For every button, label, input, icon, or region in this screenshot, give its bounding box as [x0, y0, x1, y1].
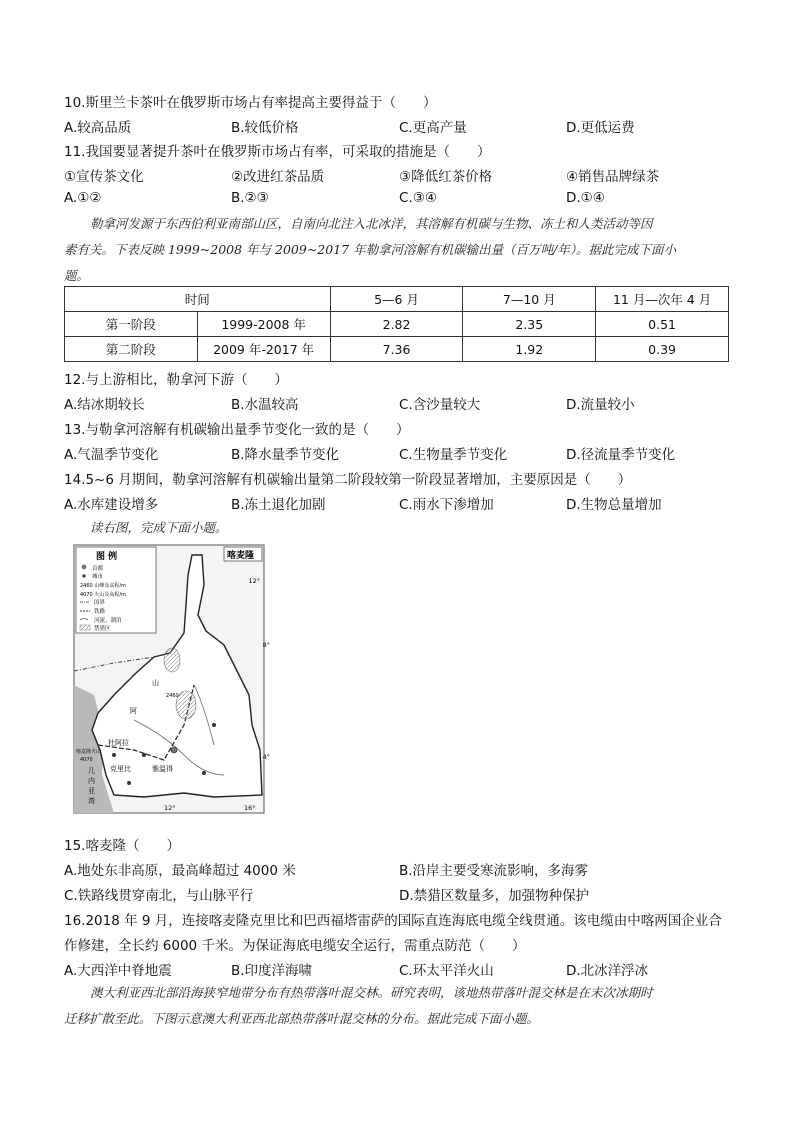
city-marker	[112, 753, 116, 757]
reserve-area	[164, 648, 180, 672]
q15-option-b[interactable]: B.沿岸主要受寒流影响，多海雾	[399, 863, 589, 879]
q12-option-b[interactable]: B.水温较高	[231, 397, 299, 413]
place-label: 2460	[166, 693, 179, 699]
table-cell: 2.35	[463, 312, 596, 337]
table-row	[65, 337, 729, 362]
carbon-output-table	[64, 286, 729, 362]
legend-reserve-symbol	[80, 625, 90, 630]
legend-item: 首都	[92, 566, 104, 572]
q14-option-d[interactable]: D.生物总量增加	[566, 497, 662, 513]
q15-stem: 15.喀麦隆（ ）	[64, 838, 180, 854]
legend-item: 国界	[94, 600, 106, 606]
q10-option-a[interactable]: A.较高品质	[64, 120, 132, 136]
q16-option-b[interactable]: B.印度洋海啸	[231, 963, 313, 979]
table-header-cell: 5—6 月	[330, 287, 463, 312]
table-cell: 第二阶段	[65, 337, 198, 362]
table-cell: 1.92	[463, 337, 596, 362]
q11-option-c[interactable]: C.③④	[399, 190, 437, 206]
q16-option-d[interactable]: D.北冰洋浮冰	[566, 963, 649, 979]
legend-item: 2460 山峰及高程/m	[80, 583, 126, 589]
q12-option-c[interactable]: C.含沙量较大	[399, 397, 481, 413]
lon-label: 12°	[164, 804, 176, 812]
capital-marker	[171, 747, 177, 753]
passage-australia	[64, 980, 728, 1032]
q15-option-d[interactable]: D.禁猎区数量多，加强物种保护	[399, 888, 590, 904]
place-label: 杜阿拉	[108, 739, 129, 747]
table-cell: 第一阶段	[65, 312, 198, 337]
q15-option-a[interactable]: A.地处东非高原，最高峰超过 4000 米	[64, 863, 296, 879]
lat-label: 4°	[262, 753, 270, 761]
q12-option-a[interactable]: A.结冰期较长	[64, 397, 145, 413]
q14-option-a[interactable]: A.水库建设增多	[64, 497, 159, 513]
passage-lena-line3: 题。	[64, 268, 90, 283]
q10-option-b[interactable]: B.较低价格	[231, 120, 299, 136]
legend-item: 4070 火山及高程/m	[80, 592, 126, 598]
q16-option-a[interactable]: A.大西洋中脊地震	[64, 963, 172, 979]
q11-item-3: ③降低红茶价格	[399, 169, 493, 185]
lat-label: 12°	[248, 577, 260, 585]
place-label: 内	[88, 777, 95, 785]
q13-stem: 13.与勒拿河溶解有机碳输出量季节变化一致的是（ ）	[64, 422, 410, 438]
city-marker	[202, 771, 206, 775]
lon-label: 16°	[244, 804, 256, 812]
read-map-instruction: 读右图，完成下面小题。	[90, 520, 228, 535]
table-cell: 7.36	[330, 337, 463, 362]
q11-item-4: ④销售品牌绿茶	[566, 169, 660, 185]
table-cell: 2009 年-2017 年	[197, 337, 330, 362]
table-cell: 1999-2008 年	[197, 312, 330, 337]
passage-lena-line1: 勒拿河发源于东西伯利亚南部山区，自南向北注入北冰洋，其溶解有机碳与生物、冻土和人类活动等因	[90, 216, 653, 231]
q10-option-c[interactable]: C.更高产量	[399, 120, 467, 136]
cameroon-map	[74, 545, 270, 813]
q11-option-d[interactable]: D.①④	[566, 190, 605, 206]
q10-stem: 10.斯里兰卡茶叶在俄罗斯市场占有率提高主要得益于（ ）	[64, 95, 437, 111]
map-title: 喀麦隆	[227, 551, 255, 561]
passage-lena-line2: 素有关。下表反映 1999~2008 年与 2009~2017 年勒拿河溶解有机碳输出量（百万吨/年）。据此完成下面小	[64, 242, 677, 257]
q15-option-c[interactable]: C.铁路线贯穿南北，与山脉平行	[64, 888, 254, 904]
q11-item-2: ②改进红茶品质	[231, 169, 325, 185]
table-cell: 2.82	[330, 312, 463, 337]
q16-stem-line2: 作修建，全长约 6000 千米。为保证海底电缆安全运行，需重点防范（ ）	[64, 938, 526, 954]
passage-australia-line2: 迁移扩散至此。下图示意澳大利亚西北部热带落叶混交林的分布。据此完成下面小题。	[64, 1011, 540, 1026]
cameroon-map-svg	[74, 545, 270, 813]
passage-lena	[64, 211, 728, 289]
q16-option-c[interactable]: C.环太平洋火山	[399, 963, 494, 979]
place-label: 克里比	[110, 765, 131, 773]
legend-title: 图 例	[96, 552, 118, 562]
place-label: 4070	[80, 757, 93, 763]
legend-item: 城市	[92, 574, 104, 580]
place-label: 山	[152, 679, 159, 687]
passage-australia-line1: 澳大利亚西北部沿海狭窄地带分布有热带落叶混交林。研究表明，该地热带落叶混交林是在末次冰期时	[90, 985, 653, 1000]
place-label: 亚	[88, 787, 95, 795]
q10-option-d[interactable]: D.更低运费	[566, 120, 635, 136]
q11-option-a[interactable]: A.①②	[64, 190, 102, 206]
q16-stem-line1: 16.2018 年 9 月，连接喀麦隆克里比和巴西福塔雷萨的国际直连海底电缆全线贯通。该电缆由中喀两国企业合	[64, 913, 722, 929]
table-cell: 0.51	[596, 312, 729, 337]
q11-item-1: ①宣传茶文化	[64, 169, 144, 185]
q13-option-c[interactable]: C.生物量季节变化	[399, 447, 508, 463]
place-label: 喀麦隆火山	[76, 749, 102, 755]
legend-city-symbol	[82, 574, 85, 577]
q11-option-b[interactable]: B.②③	[231, 190, 269, 206]
place-label: 雅温得	[152, 765, 173, 773]
q14-stem: 14.5~6 月期间，勒拿河溶解有机碳输出量第二阶段较第一阶段显著增加，主要原因是（ ）	[64, 472, 632, 488]
table-header-cell: 11 月—次年 4 月	[596, 287, 729, 312]
legend-item: 河流、湖泊	[94, 618, 122, 624]
table-cell: 0.39	[596, 337, 729, 362]
place-label: 湾	[88, 797, 95, 805]
reserve-area	[176, 691, 196, 719]
q14-option-b[interactable]: B.冻土退化加剧	[231, 497, 326, 513]
lat-label: 8°	[262, 641, 270, 649]
table-row	[65, 312, 729, 337]
city-marker	[142, 753, 146, 757]
legend-item: 禁猎区	[94, 626, 111, 632]
q13-option-b[interactable]: B.降水量季节变化	[231, 447, 340, 463]
table-header-row	[65, 287, 729, 312]
q11-stem: 11.我国要显著提升茶叶在俄罗斯市场占有率，可采取的措施是（ ）	[64, 144, 491, 160]
place-label: 阿	[130, 707, 137, 715]
q12-stem: 12.与上游相比，勒拿河下游（ ）	[64, 372, 288, 388]
table-header-cell: 时间	[65, 287, 331, 312]
city-marker	[212, 723, 216, 727]
legend-capital-symbol	[82, 565, 87, 570]
q13-option-a[interactable]: A.气温季节变化	[64, 447, 159, 463]
legend-item: 铁路	[94, 609, 106, 615]
q12-option-d[interactable]: D.流量较小	[566, 397, 635, 413]
q13-option-d[interactable]: D.径流量季节变化	[566, 447, 676, 463]
q14-option-c[interactable]: C.雨水下渗增加	[399, 497, 494, 513]
table-header-cell: 7—10 月	[463, 287, 596, 312]
city-marker	[127, 781, 131, 785]
place-label: 几	[88, 767, 95, 775]
